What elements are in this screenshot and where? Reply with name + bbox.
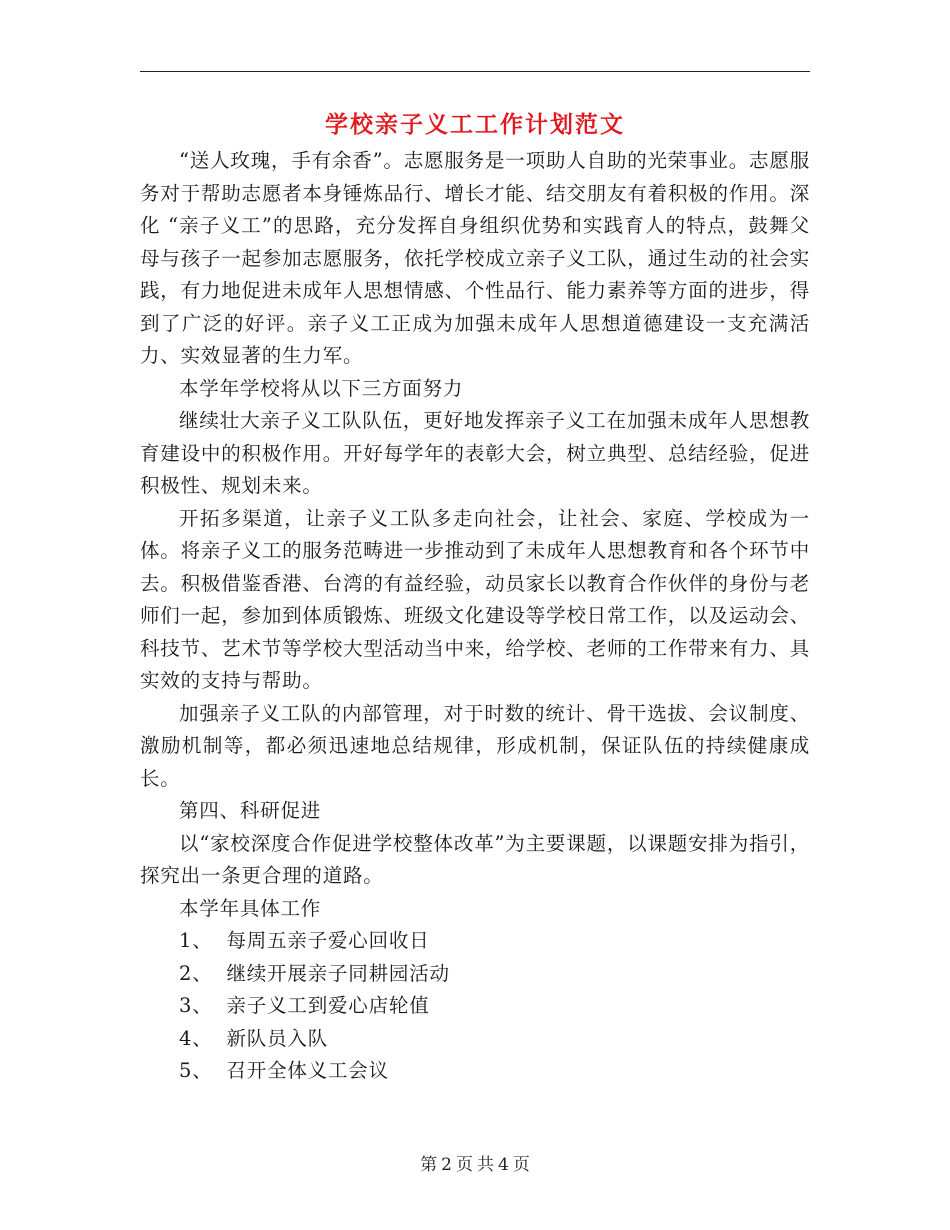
paragraph-tasks-heading: 本学年具体工作 [179,896,322,920]
list-item: 2、 继续开展亲子同耕园活动 [179,961,450,985]
list-item: 3、 亲子义工到爱心店轮值 [179,994,430,1017]
document-title: 学校亲子义工工作计划范文 [325,112,625,138]
paragraph-section-four: 第四、科研促进 [179,799,322,822]
paragraph-goal-1: 继续壮大亲子义工队队伍，更好地发挥亲子义工在加强未成年人思想教育建设中的积极作用。开好每学年的表彰大会，树立典型、总结经验，促进积极性、规划未来。 [140,409,810,497]
footer-prefix: 第 [420,1155,438,1175]
header-rule [140,71,810,72]
paragraph-intro: “送人玫瑰，手有余香”。志愿服务是一项助人自助的光荣事业。志愿服务对于帮助志愿者本身锤炼品行、增长才能、结交朋友有着积极的作用。深化 “亲子义工”的思路，充分发挥自身组织优势和实践育人的特点，鼓舞父母与孩子一起参加志愿服务，依托学校成立亲子义工队，通过生动的社会实践，有力地促进未成年人思想情感、个性品行、能力素养等方面的进步，得到了广泛的好评。亲子义工正成为加强未成年人思想道德建设一支充满活力、实效显著的生力军。 [140,149,810,367]
footer-page-word: 页 [456,1155,473,1175]
footer-total-pages: 4 [498,1155,509,1175]
footer-current-page: 2 [441,1155,452,1175]
paragraph-goals-heading: 本学年学校将从以下三方面努力 [179,376,464,400]
document-body [140,145,810,1088]
list-item: 5、 召开全体义工会议 [179,1059,389,1082]
paragraph-goal-3: 加强亲子义工队的内部管理，对于时数的统计、骨干选拔、会议制度、激励机制等，都必须迅速地总结规律，形成机制，保证队伍的持续健康成长。 [140,701,810,790]
paragraph-research: 以“家校深度合作促进学校整体改革”为主要课题，以课题安排为指引，探究出一条更合理的道路。 [140,831,810,887]
footer-suffix: 页 [512,1155,530,1175]
list-item: 4、 新队员入队 [179,1026,329,1050]
paragraph-goal-2: 开拓多渠道，让亲子义工队多走向社会，让社会、家庭、学校成为一体。将亲子义工的服务范畴进一步推动到了未成年人思想教育和各个环节中去。积极借鉴香港、台湾的有益经验，动员家长以教育合作伙伴的身份与老师们一起，参加到体质锻炼、班级文化建设等学校日常工作，以及运动会、科技节、艺术节等学校大型活动当中来，给学校、老师的工作带来有力、具实效的支持与帮助。 [140,506,810,692]
footer-total-word: 共 [477,1155,494,1175]
list-item: 1、 每周五亲子爱心回收日 [179,929,430,952]
page-footer [140,1152,810,1178]
